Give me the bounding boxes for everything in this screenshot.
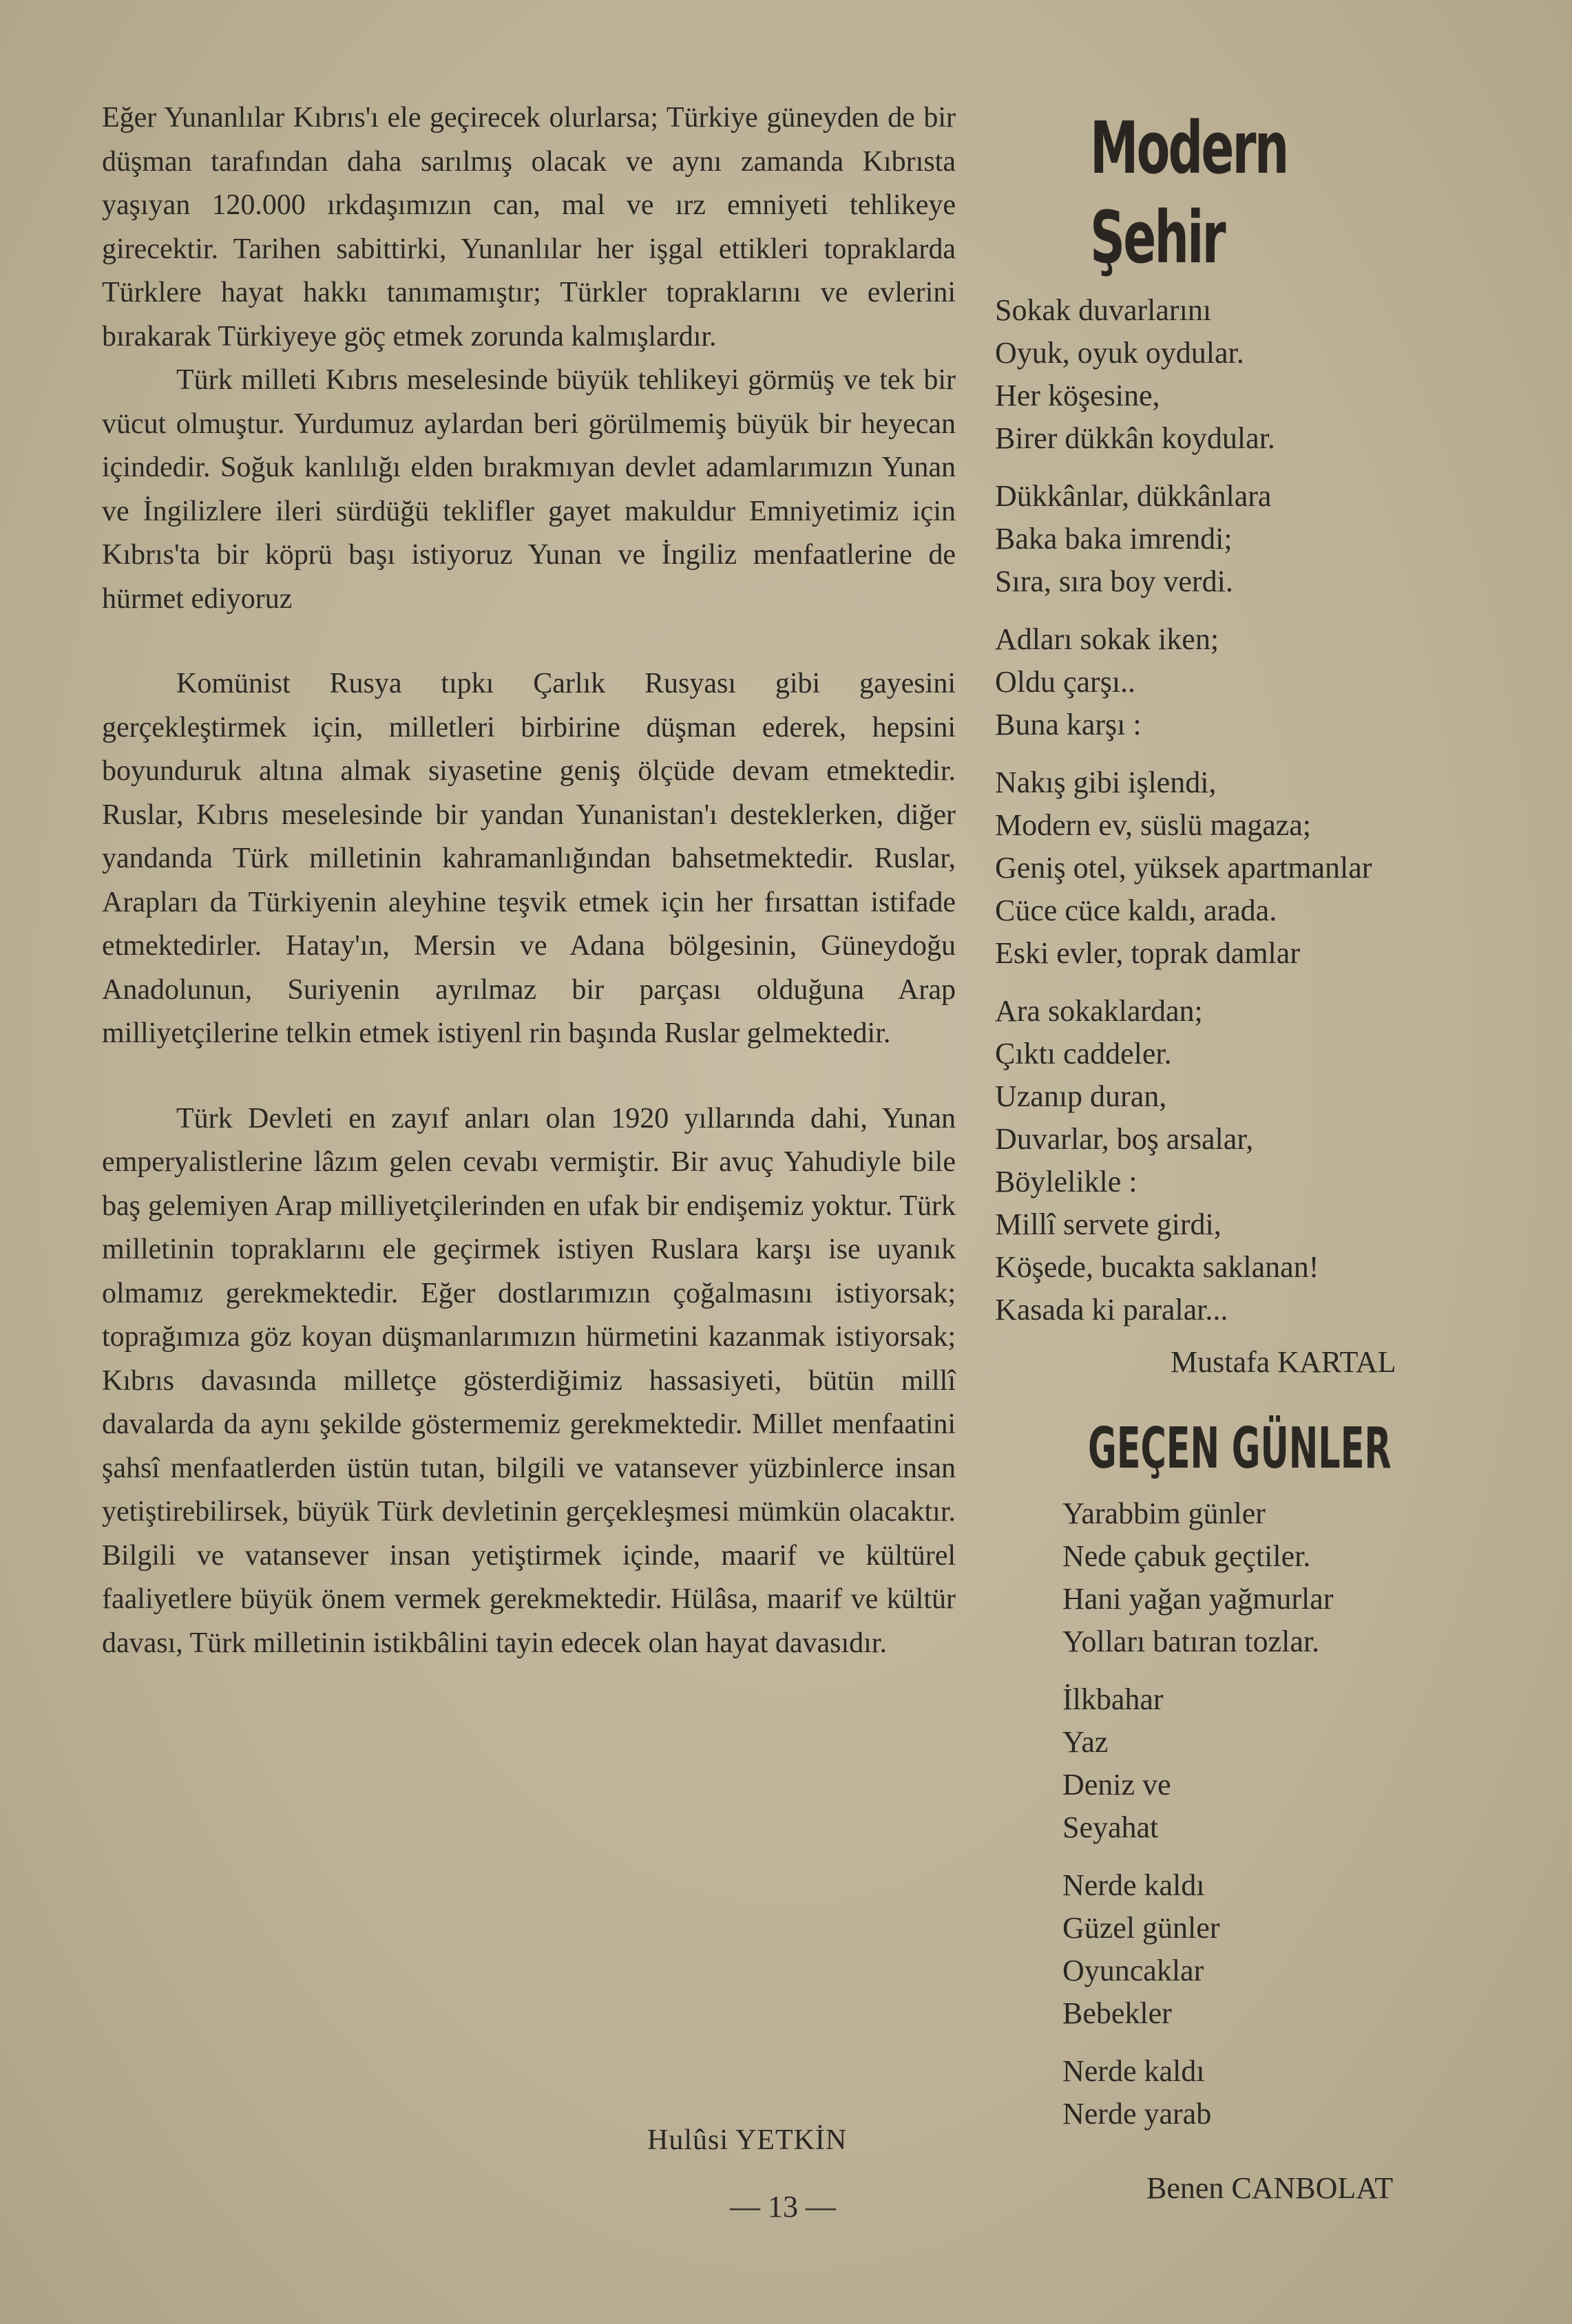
- poem-line: Cüce cüce kaldı, arada.: [995, 894, 1277, 927]
- poem-gecen-gunler: [1062, 1492, 1477, 2135]
- poem-author-kartal: Mustafa KARTAL: [1171, 1345, 1396, 1379]
- poem-line: Adları sokak iken;: [995, 622, 1219, 656]
- poem-stanza: [1062, 1678, 1477, 1849]
- article-paragraph-3: Komünist Rusya tıpkı Çarlık Rusyası gibi gayesini gerçekleştirmek için, milletleri birbirine düşman ederek, hepsini boyunduruk altına almak siyasetine geniş ölçüde devam etmektedir. Ruslar, Kıbrıs meselesinde bir yandan Yunanistan'ı desteklerken, diğer yandanda Türk milletinin kahramanlığından bahsetmektedir. Ruslar, Arapları da Türkiyenin aleyhine teşvik etmek için her fırsattan istifade etmektedirler. Hatay'ın, Mersin ve Adana bölgesinin, Güneydoğu Anadolunun, Suriyenin ayrılmaz bir parçası olduğuna Arap milliyetçilerine telkin etmek istiyenl rin başında Ruslar gelmektedir.: [102, 668, 956, 1049]
- poem-line: Nede çabuk geçtiler.: [1062, 1539, 1311, 1573]
- poem-line: Nerde kaldı: [1062, 1868, 1205, 1902]
- poem-stanza: [995, 618, 1477, 746]
- poem-line: Çıktı caddeler.: [995, 1037, 1172, 1070]
- poem-line: Oldu çarşı..: [995, 665, 1136, 699]
- poem-line: Nerde yarab: [1062, 2097, 1212, 2131]
- poem-line: Köşede, bucakta saklanan!: [995, 1250, 1319, 1284]
- poem-stanza: [995, 289, 1477, 460]
- poem-line: Yarabbim günler: [1062, 1497, 1266, 1530]
- poem-line: Oyuk, oyuk oydular.: [995, 336, 1244, 370]
- poem-line: Duvarlar, boş arsalar,: [995, 1122, 1254, 1156]
- poem-author-canbolat: Benen CANBOLAT: [1146, 2171, 1394, 2205]
- poem-line: Her köşesine,: [995, 379, 1160, 412]
- poem-line: Kasada ki paralar...: [995, 1293, 1228, 1327]
- poem-line: Geniş otel, yüksek apartmanlar: [995, 851, 1372, 885]
- poem-line: Millî servete girdi,: [995, 1207, 1222, 1241]
- poems-column: [995, 103, 1477, 2210]
- article-paragraph-1: Eğer Yunanlılar Kıbrıs'ı ele geçirecek olurlarsa; Türkiye güneyden de bir düşman tarafından daha sarılmış olacak ve aynı zamanda Kıbrısta yaşıyan 120.000 ırkdaşımızın can, mal ve ırz emniyeti tehlikeye girecektir. Tarihen sabittirki, Yunanlılar her işgal ettikleri topraklarda Türklere hayat hakkı tanımamıştır; Türkler topraklarını ve evlerini bırakarak Türkiyeye göç etmek zorunda kalmışlardır.: [102, 102, 956, 352]
- page-number: — 13 —: [730, 2190, 836, 2223]
- poem-modern-sehir: [995, 289, 1477, 1331]
- poem-line: Nakış gibi işlendi,: [995, 765, 1217, 799]
- poem-line: İlkbahar: [1062, 1682, 1164, 1716]
- poem-stanza: [1062, 1492, 1477, 1663]
- poem-line: Hani yağan yağmurlar: [1062, 1582, 1334, 1616]
- poem-stanza: [995, 475, 1477, 603]
- poem-line: Ara sokaklardan;: [995, 994, 1203, 1028]
- poem-line: Oyuncaklar: [1062, 1954, 1204, 1987]
- poem-line: Baka baka imrendi;: [995, 522, 1233, 556]
- poem-title-gecen-gunler: GEÇEN GÜNLER: [1088, 1416, 1392, 1481]
- poem-line: Yaz: [1062, 1725, 1109, 1759]
- poem-line: Modern ev, süslü magaza;: [995, 808, 1312, 842]
- poem-line: Dükkânlar, dükkânlara: [995, 479, 1272, 513]
- poem-line: Sokak duvarlarını: [995, 293, 1212, 327]
- poem-line: Nerde kaldı: [1062, 2054, 1205, 2088]
- poem-stanza: [1062, 2050, 1477, 2135]
- poem-line: Deniz ve: [1062, 1768, 1171, 1802]
- article-author: Hulûsi YETKİN: [647, 2124, 848, 2156]
- poem-line: Sıra, sıra boy verdi.: [995, 564, 1233, 598]
- poem-line: Yolları batıran tozlar.: [1062, 1625, 1320, 1658]
- poem-stanza: [1062, 1864, 1477, 2035]
- poem-line: Güzel günler: [1062, 1911, 1220, 1945]
- poem-line: Uzanıp duran,: [995, 1079, 1167, 1113]
- article-column: [102, 96, 956, 1665]
- poem-title-modern-sehir: Modern Şehir: [1090, 106, 1288, 279]
- poem-line: Birer dükkân koydular.: [995, 421, 1275, 455]
- poem-line: Buna karşı :: [995, 708, 1142, 741]
- article-paragraph-4: Türk Devleti en zayıf anları olan 1920 yıllarında dahi, Yunan emperyalistlerine lâzım gelen cevabı vermiştir. Bir avuç Yahudiyle bile baş gelemiyen Arap milliyetçilerinden en ufak bir endişemiz yoktur. Türk milletinin topraklarını ele geçirmek istiyen Ruslara karşı ise uyanık olmamız gerekmektedir. Eğer dostlarımızın çoğalmasını istiyorsak; toprağımıza göz koyan düşmanlarımızın hürmetini kazanmak istiyorsak; Kıbrıs davasında milletçe gösterdiğimiz hassasiyeti, bütün millî davalarda da aynı şekilde göstermemiz gerekmektedir. Millet menfaatini şahsî menfaatlerden üstün tutan, bilgili ve vatansever yüzbinlerce insan yetiştirebilirsek, büyük Türk devletinin gerçekleşmesi mümkün olacaktır. Bilgili ve vatansever insan yetiştirmek içinde, maarif ve kültürel faaliyetlere büyük önem vermek gerekmektedir. Hülâsa, maarif ve kültür davası, Türk milletinin istikbâlini tayin edecek olan hayat davasıdır.: [102, 1102, 956, 1659]
- poem-line: Böylelikle :: [995, 1165, 1138, 1198]
- poem-stanza: [995, 990, 1477, 1331]
- poem-line: Eski evler, toprak damlar: [995, 936, 1300, 970]
- poem-stanza: [995, 761, 1477, 975]
- poem-line: Bebekler: [1062, 1996, 1172, 2030]
- article-paragraph-2: Türk milleti Kıbrıs meselesinde büyük tehlikeyi görmüş ve tek bir vücut olmuştur. Yurdumuz aylardan beri görülmemiş büyük bir heyecan içindedir. Soğuk kanlılığı elden bırakmıyan devlet adamlarımızın Yunan ve İngilizlere ileri sürdüğü teklifler gayet makuldur Emniyetimiz için Kıbrıs'ta bir köprü başı istiyoruz Yunan ve İngiliz menfaatlerine de hürmet ediyoruz: [102, 364, 956, 615]
- poem-line: Seyahat: [1062, 1810, 1159, 1844]
